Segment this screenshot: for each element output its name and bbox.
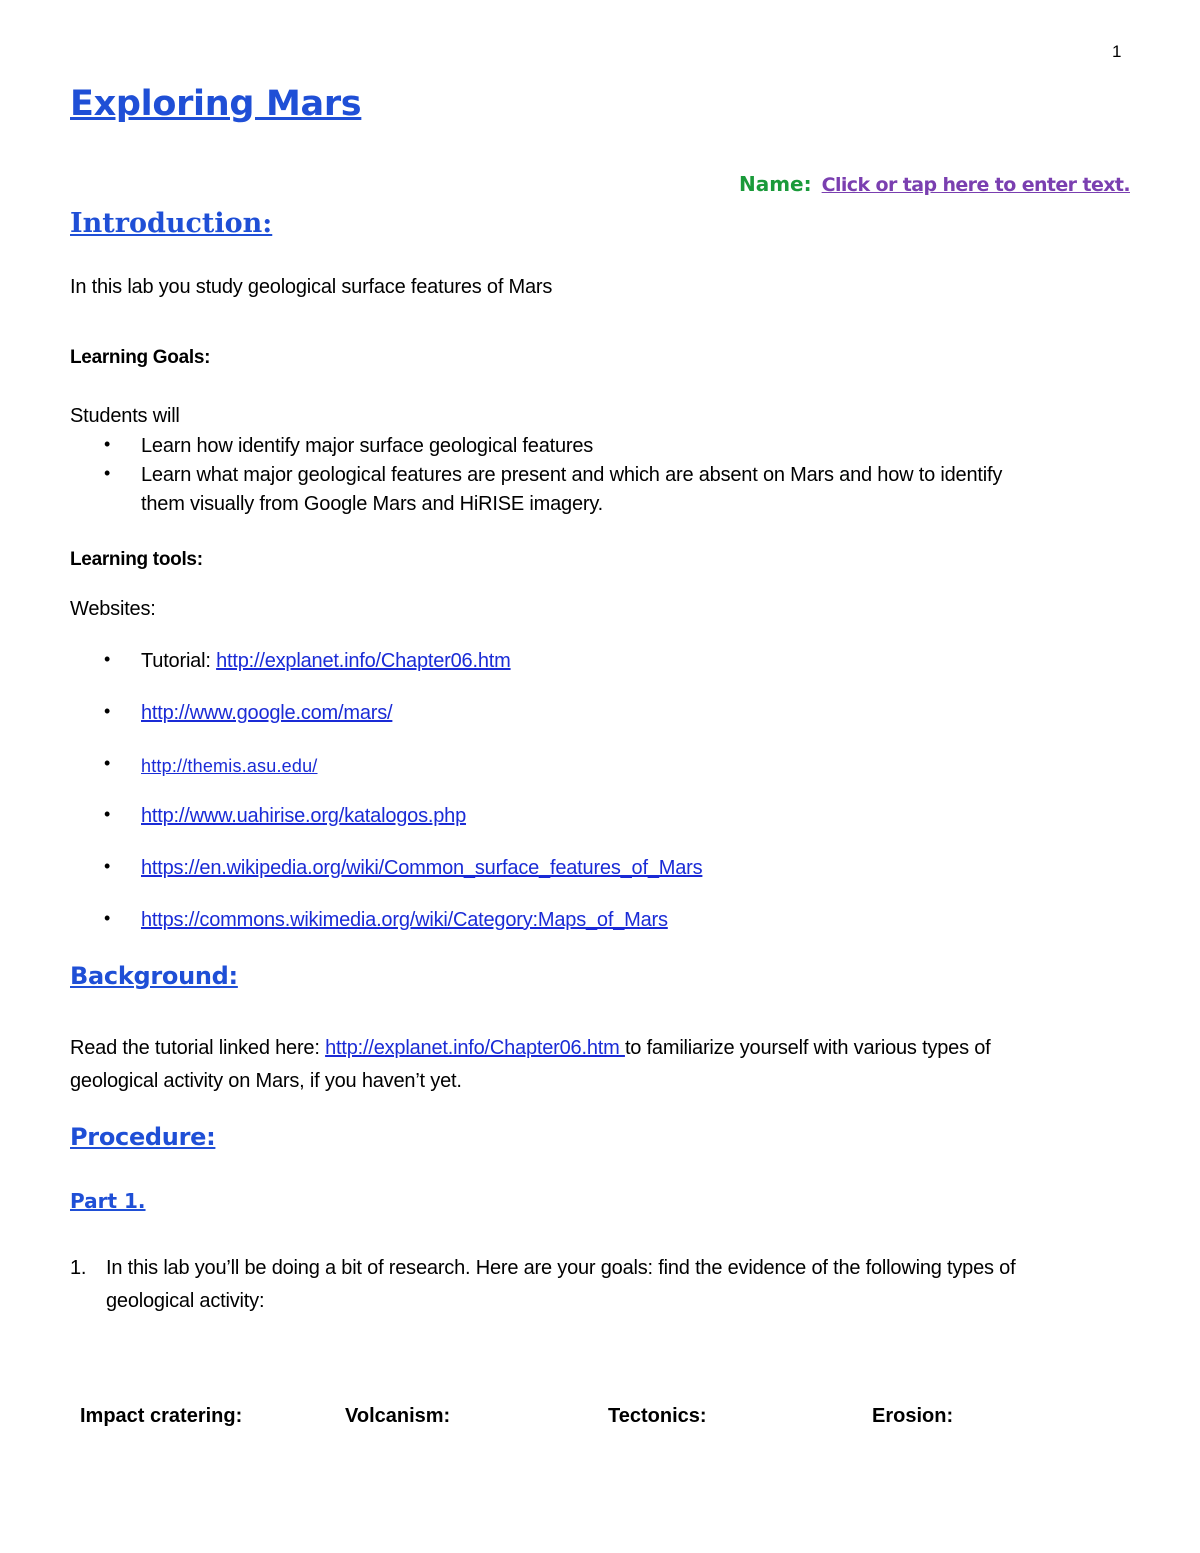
- bullet-icon: •: [104, 649, 111, 669]
- learning-goals-heading: Learning Goals:: [70, 347, 211, 368]
- bullet-icon: •: [104, 753, 111, 773]
- bullet-icon: •: [104, 908, 111, 928]
- activity-label-erosion: Erosion:: [872, 1405, 954, 1427]
- step-text-line2: geological activity:: [106, 1290, 265, 1312]
- tutorial-item: [141, 650, 511, 673]
- name-row: [739, 172, 1130, 196]
- learning-tools-heading: Learning tools:: [70, 549, 203, 570]
- background-paragraph-line2: geological activity on Mars, if you haven’t yet.: [70, 1070, 462, 1092]
- tutorial-prefix: Tutorial:: [141, 650, 211, 672]
- uahirise-link[interactable]: http://www.uahirise.org/katalogos.php: [141, 805, 467, 827]
- activity-label-impact-cratering: Impact cratering:: [80, 1405, 243, 1427]
- name-text-field[interactable]: Click or tap here to enter text.: [821, 174, 1130, 196]
- website-item: [141, 755, 318, 778]
- bullet-icon: •: [104, 701, 111, 721]
- step-number: 1.: [70, 1257, 87, 1279]
- part-1-heading: Part 1.: [70, 1189, 146, 1213]
- step-text-line1: In this lab you’ll be doing a bit of research. Here are your goals: find the evidence of the following types of: [106, 1257, 1016, 1279]
- website-item: [141, 909, 668, 932]
- introduction-text: In this lab you study geological surface features of Mars: [70, 276, 553, 298]
- learning-goal-item: Learn how identify major surface geological features: [141, 435, 594, 457]
- learning-goal-item: Learn what major geological features are present and which are absent on Mars and how to identify: [141, 464, 1003, 486]
- google-mars-link[interactable]: http://www.google.com/mars/: [141, 702, 393, 724]
- procedure-heading: Procedure:: [70, 1123, 216, 1151]
- learning-goals-intro: Students will: [70, 405, 180, 427]
- activity-label-volcanism: Volcanism:: [345, 1405, 451, 1427]
- background-tutorial-link[interactable]: http://explanet.info/Chapter06.htm: [325, 1037, 625, 1059]
- background-paragraph-line1: [70, 1037, 991, 1060]
- website-item: [141, 857, 702, 880]
- bullet-icon: •: [104, 856, 111, 876]
- website-item: [141, 702, 392, 725]
- bullet-icon: •: [104, 463, 111, 483]
- bullet-icon: •: [104, 434, 111, 454]
- themis-link[interactable]: http://themis.asu.edu/: [141, 756, 318, 776]
- bullet-icon: •: [104, 804, 111, 824]
- wikimedia-link[interactable]: https://commons.wikimedia.org/wiki/Category:Maps_of_Mars: [141, 909, 668, 931]
- website-item: [141, 805, 466, 828]
- websites-label: Websites:: [70, 598, 156, 620]
- document-title: Exploring Mars: [70, 84, 362, 124]
- introduction-heading: Introduction:: [70, 208, 273, 239]
- name-label: Name:: [738, 172, 812, 196]
- learning-goal-item-continued: them visually from Google Mars and HiRISE imagery.: [141, 493, 604, 515]
- background-text-after: to familiarize yourself with various types of: [624, 1037, 991, 1059]
- background-heading: Background:: [70, 962, 238, 990]
- wikipedia-link[interactable]: https://en.wikipedia.org/wiki/Common_surface_features_of_Mars: [141, 857, 703, 879]
- page-number: 1: [1112, 42, 1122, 61]
- activity-label-tectonics: Tectonics:: [608, 1405, 707, 1427]
- tutorial-link[interactable]: http://explanet.info/Chapter06.htm: [216, 650, 511, 672]
- background-text-before: Read the tutorial linked here:: [70, 1037, 326, 1059]
